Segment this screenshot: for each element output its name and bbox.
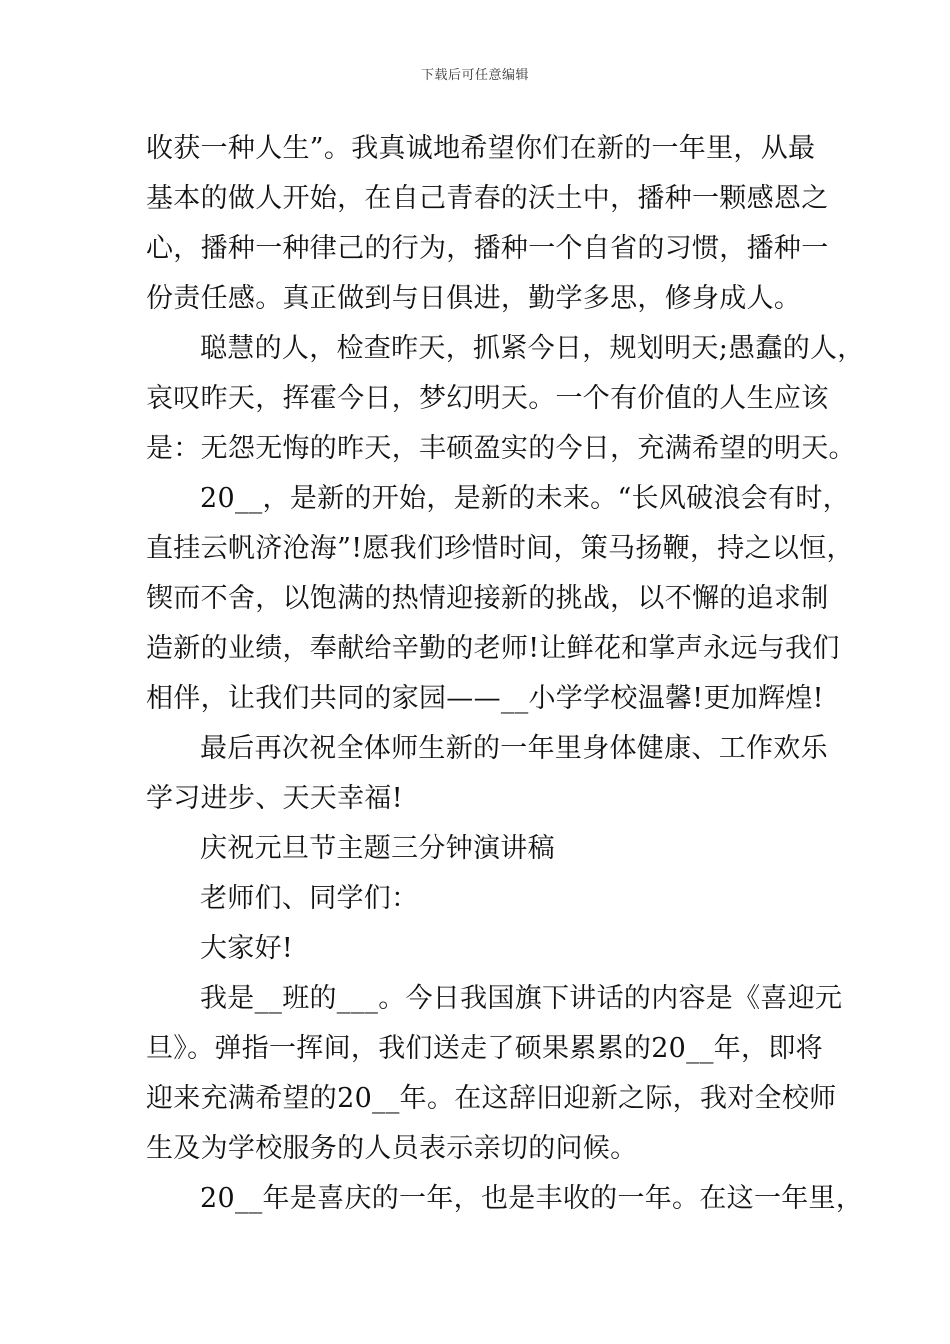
text-line: 是：无怨无悔的昨天，丰硕盈实的今日，充满希望的明天。 [146, 433, 856, 464]
text-line: 份责任感。真正做到与日俱进，勤学多思，修身成人。 [146, 283, 802, 314]
salutation: 老师们、同学们： [200, 883, 419, 914]
text-line: 造新的业绩，奉献给辛勤的老师!让鲜花和掌声永远与我们 [146, 633, 840, 664]
text-line: 旦》。弹指一挥间，我们送走了硕果累累的20__年，即将 [146, 1033, 823, 1064]
section-title: 庆祝元旦节主题三分钟演讲稿 [200, 833, 555, 864]
text-line: 相伴，让我们共同的家园——__小学学校温馨!更加辉煌! [146, 683, 824, 714]
text-line: 生及为学校服务的人员表示亲切的问候。 [146, 1133, 638, 1164]
text-line: 心，播种一种律己的行为，播种一个自省的习惯，播种一 [146, 233, 829, 264]
paragraph-first-line: 20__，是新的开始，是新的未来。“长风破浪会有时， [200, 483, 850, 514]
text-line: 学习进步、天天幸福! [146, 783, 403, 814]
text-line: 哀叹昨天，挥霍今日，梦幻明天。一个有价值的人生应该 [146, 383, 829, 414]
paragraph-first-line: 最后再次祝全体师生新的一年里身体健康、工作欢乐 [200, 733, 828, 764]
body-text [146, 124, 865, 1224]
text-line: 锲而不舍，以饱满的热情迎接新的挑战，以不懈的追求制 [146, 583, 829, 614]
text-line: 直挂云帆济沧海”!愿我们珍惜时间，策马扬鞭，持之以恒， [146, 533, 854, 564]
page-header: 下载后可任意编辑 [420, 68, 529, 83]
paragraph-first-line: 我是__班的___。今日我国旗下讲话的内容是《喜迎元 [200, 983, 843, 1014]
text-line: 收获一种人生”。我真诚地希望你们在新的一年里，从最 [146, 133, 816, 164]
paragraph-first-line: 聪慧的人，检查昨天，抓紧今日，规划明天;愚蠢的人， [200, 333, 865, 364]
paragraph-first-line: 20__年是喜庆的一年，也是丰收的一年。在这一年里， [200, 1183, 864, 1214]
text-line: 迎来充满希望的20__年。在这辞旧迎新之际，我对全校师 [146, 1083, 837, 1114]
text-line: 基本的做人开始，在自己青春的沃土中，播种一颗感恩之 [146, 183, 829, 214]
greeting: 大家好! [200, 933, 294, 964]
